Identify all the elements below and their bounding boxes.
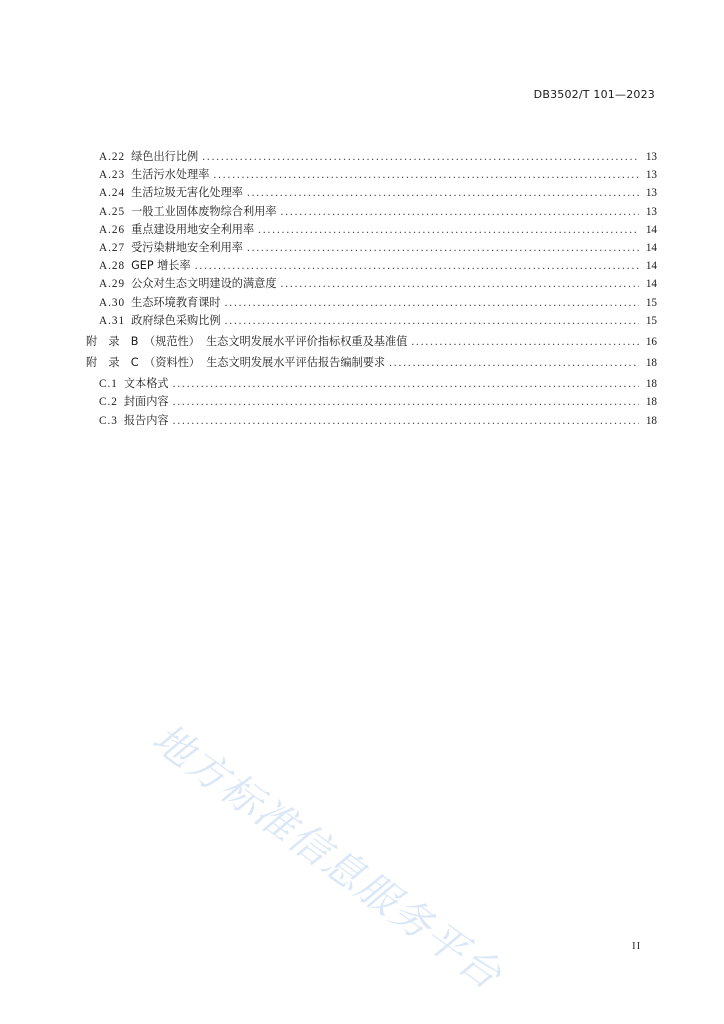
- toc-entry-number: C.3: [99, 414, 118, 427]
- toc-dot-leader: [281, 203, 639, 221]
- toc-entry-page: 18: [645, 357, 657, 370]
- toc-entry-number: C.1: [99, 378, 118, 391]
- toc-dot-leader: [247, 239, 639, 257]
- toc-entry-title: 受污染耕地安全利用率: [131, 240, 243, 254]
- toc-entry-a24[interactable]: [86, 184, 657, 202]
- toc-entry-title: 公众对生态文明建设的满意度: [131, 277, 277, 291]
- toc-entry-number: C.2: [99, 396, 118, 409]
- toc-entry-number: A.27: [99, 241, 126, 254]
- toc-entry-c2[interactable]: [86, 393, 657, 411]
- toc-entry-page: 14: [645, 278, 657, 291]
- toc-entry-a26[interactable]: [86, 221, 657, 239]
- toc-entry-a29[interactable]: [86, 275, 657, 293]
- toc-entry-page: 16: [645, 335, 657, 348]
- toc-dot-leader: [411, 333, 639, 351]
- toc-dot-leader: [173, 375, 639, 393]
- toc-entry-a27[interactable]: [86, 239, 657, 257]
- toc-entry-page: 14: [645, 241, 657, 254]
- toc-entry-title: 重点建设用地安全利用率: [131, 222, 255, 236]
- toc-entry-number: A.22: [99, 151, 126, 163]
- toc-entry-number: A.30: [99, 296, 126, 309]
- toc-entry-a25[interactable]: [86, 203, 657, 221]
- toc-dot-leader: [195, 257, 639, 275]
- toc-entry-annex-b[interactable]: [86, 333, 657, 351]
- toc-entry-page: 18: [645, 396, 657, 409]
- toc-entry-title: GEP 增长率: [131, 259, 191, 273]
- toc-entry-title: 文本格式: [123, 377, 169, 391]
- toc-entry-title: 生态环境教育课时: [131, 295, 221, 309]
- toc-entry-page: 15: [645, 314, 657, 327]
- toc-entry-page: 18: [645, 378, 657, 391]
- toc-entry-annex-c[interactable]: [86, 354, 657, 372]
- toc-entry-title: 一般工业固体废物综合利用率: [131, 204, 277, 218]
- toc-entry-title: 报告内容: [123, 413, 169, 427]
- toc-dot-leader: [202, 148, 639, 166]
- toc-entry-title: 绿色出行比例: [131, 150, 199, 163]
- toc-dot-leader: [258, 221, 639, 239]
- toc-dot-leader: [389, 354, 639, 372]
- watermark: 地方标准信息服务平台: [143, 715, 511, 1000]
- toc-entry-title: 生态文明发展水平评估报告编制要求: [206, 356, 386, 370]
- toc-entry-a30[interactable]: [86, 294, 657, 312]
- toc-entry-title: 生态文明发展水平评价指标权重及基准值: [205, 334, 408, 348]
- toc-entry-title: 封面内容: [123, 395, 169, 409]
- toc-dot-leader: [213, 166, 639, 184]
- page-number: II: [632, 940, 642, 952]
- toc-dot-leader: [173, 393, 639, 411]
- toc-dot-leader: [225, 312, 639, 330]
- toc-entry-number: A.29: [99, 278, 126, 291]
- toc-entry-a28[interactable]: [86, 257, 657, 275]
- toc-entry-page: 13: [645, 151, 657, 163]
- toc-entry-a23[interactable]: [86, 166, 657, 184]
- toc-entry-page: 15: [645, 296, 657, 309]
- toc-entry-number: A.28: [99, 260, 126, 273]
- toc-entry-page: 13: [645, 187, 657, 200]
- toc-entry-a31[interactable]: [86, 312, 657, 330]
- toc-entry-number: A.25: [99, 205, 126, 218]
- toc-entry-number: A.26: [99, 223, 126, 236]
- toc-dot-leader: [281, 275, 639, 293]
- toc-entry-c3[interactable]: [86, 412, 657, 430]
- toc-dot-leader: [173, 412, 639, 430]
- toc-entry-page: 13: [645, 205, 657, 218]
- toc-entry-number: A.24: [99, 187, 126, 200]
- toc-entry-title: 生活污水处理率: [131, 168, 210, 182]
- table-of-contents: [86, 148, 657, 430]
- toc-entry-page: 14: [645, 223, 657, 236]
- toc-entry-number: A.31: [99, 314, 126, 327]
- toc-entry-page: 14: [645, 260, 657, 273]
- document-code: DB3502/T 101—2023: [533, 88, 655, 101]
- toc-dot-leader: [225, 294, 639, 312]
- toc-entry-title: 政府绿色采购比例: [131, 313, 221, 327]
- toc-annex-label: 附 录 B （规范性）: [86, 334, 200, 348]
- toc-entry-page: 13: [645, 169, 657, 182]
- toc-entry-number: A.23: [99, 169, 126, 182]
- toc-entry-page: 18: [645, 414, 657, 427]
- toc-entry-a22[interactable]: [86, 148, 657, 166]
- toc-dot-leader: [247, 184, 639, 202]
- toc-annex-label: 附 录 C （资料性）: [86, 356, 201, 370]
- toc-entry-title: 生活垃圾无害化处理率: [131, 186, 243, 200]
- toc-entry-c1[interactable]: [86, 375, 657, 393]
